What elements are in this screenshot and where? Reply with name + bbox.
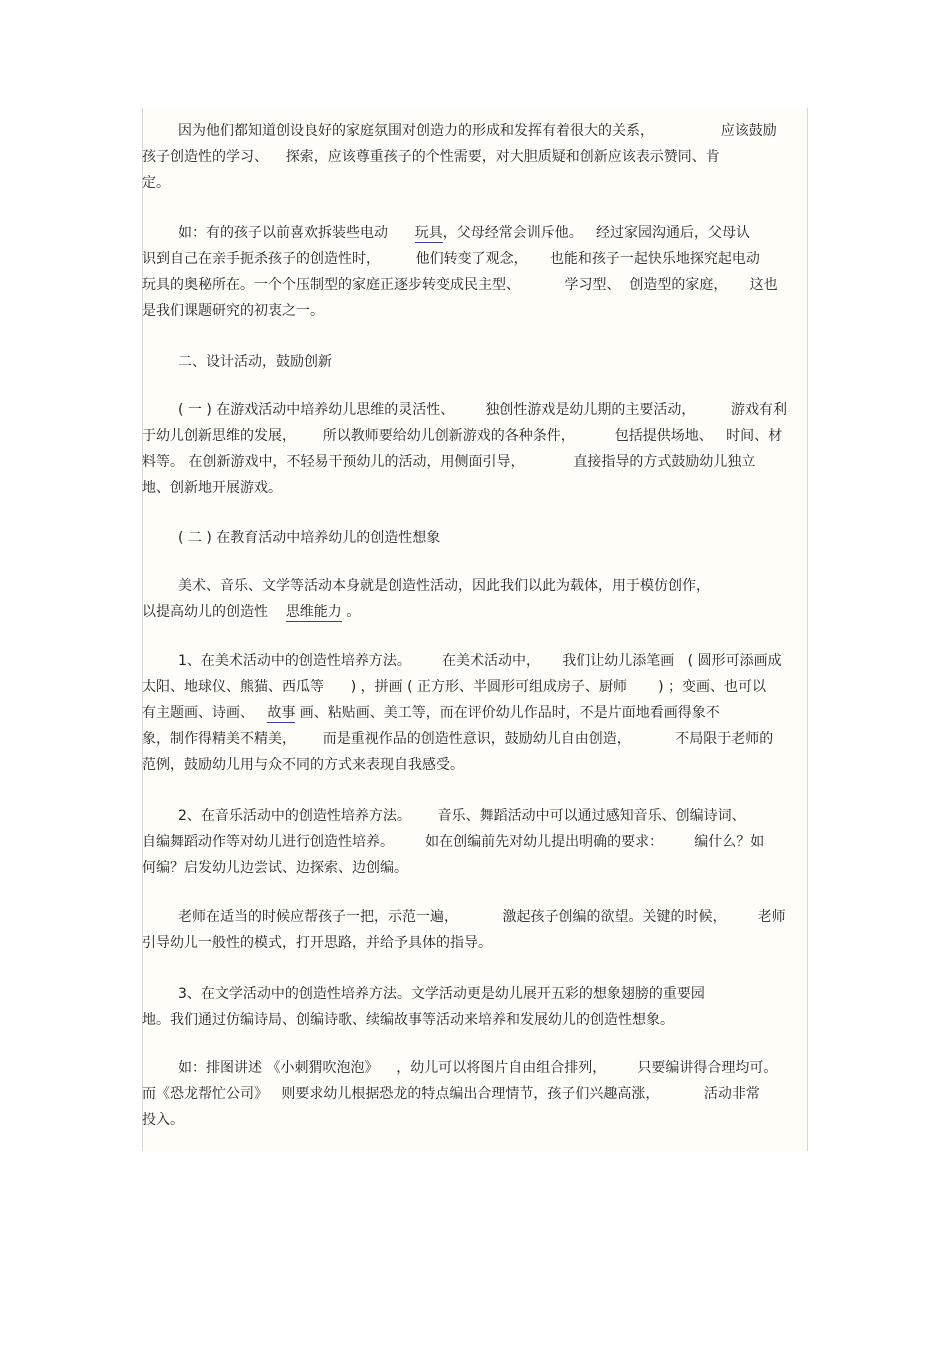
text-line: 玩具的奥秘所在。一个个压制型的家庭正逐步转变成民主型、 学习型、 创造型的家庭， 这也 [142, 277, 778, 293]
text-segment: 如：有的孩子以前喜欢拆装些电动 [178, 225, 415, 241]
text-line: 1、在美术活动中的创造性培养方法。 在美术活动中， 我们让幼儿添笔画 ( 圆形可添画成 [178, 653, 782, 669]
text-line: 定。 [142, 175, 170, 191]
text-line [142, 700, 806, 726]
text-line: 引导幼儿一般性的模式，打开思路，并给予具体的指导。 [142, 935, 492, 951]
subheading-educational-activities [142, 525, 806, 551]
text-line: 因为他们都知道创设良好的家庭氛围对创造力的形成和发挥有着很大的关系， 应该鼓励 [178, 123, 777, 139]
text-line: 料等。 在创新游戏中，不轻易干预幼儿的活动，用侧面引导， 直接指导的方式鼓励幼儿独立 [142, 454, 756, 470]
story-link[interactable]: 故事 [267, 705, 296, 721]
text-line: 而《恐龙帮忙公司》 则要求幼儿根据恐龙的特点编出合理情节，孩子们兴趣高涨， 活动非常 [142, 1086, 760, 1102]
text-line: 如：排图讲述 《小刺猬吹泡泡》 ，幼儿可以将图片自由组合排列， 只要编讲得合理均可。 [178, 1060, 778, 1076]
paragraph-arts-music-literature [142, 573, 806, 625]
text-segment: ，父母经常会训斥他。 经过家园沟通后，父母认 [442, 225, 751, 241]
text-line: 2、在音乐活动中的创造性培养方法。 音乐、舞蹈活动中可以通过感知音乐、创编诗词、 [178, 808, 746, 824]
text-line [142, 599, 806, 625]
text-line [142, 220, 806, 246]
heading-line: ( 二 ) 在教育活动中培养幼儿的创造性想象 [178, 530, 441, 546]
paragraph-game-activities [142, 397, 806, 501]
section-heading-design-activities [142, 349, 806, 375]
text-line: 美术、音乐、文学等活动本身就是创造性活动，因此我们以此为载体，用于模仿创作， [178, 578, 710, 594]
paragraph-teacher-guidance [142, 904, 806, 956]
paragraph-family-atmosphere [142, 118, 806, 196]
toy-link[interactable]: 玩具 [414, 225, 443, 241]
text-line: 自编舞蹈动作等对幼儿进行创造性培养。 如在创编前先对幼儿提出明确的要求： 编什么？如 [142, 834, 765, 850]
text-line: 是我们课题研究的初衷之一。 [142, 303, 324, 319]
text-line: 何编？启发幼儿边尝试、边探索、边创编。 [142, 860, 408, 876]
text-line: 范例，鼓励幼儿用与众不同的方式来表现自我感受。 [142, 757, 464, 773]
text-line: ( 一 ) 在游戏活动中培养幼儿思维的灵活性、 独创性游戏是幼儿期的主要活动， 游戏有利 [178, 402, 788, 418]
text-line: 象，制作得精美不精美， 而是重视作品的创造性意识，鼓励幼儿自由创造， 不局限于老师的 [142, 731, 774, 747]
text-segment: 。 [341, 604, 361, 620]
heading-line: 二、设计活动，鼓励创新 [178, 354, 332, 370]
text-line: 老师在适当的时候应帮孩子一把，示范一遍， 激起孩子创编的欲望。关键的时候， 老师 [178, 909, 786, 925]
text-segment: 以提高幼儿的创造性 [142, 604, 286, 620]
text-line: 3、在文学活动中的创造性培养方法。文学活动更是幼儿展开五彩的想象翅膀的重要园 [178, 986, 705, 1002]
text-line: 孩子创造性的学习、 探索，应该尊重孩子的个性需要，对大胆质疑和创新应该表示赞同、肯 [142, 149, 720, 165]
text-line: 于幼儿创新思维的发展， 所以教师要给幼儿创新游戏的各种条件， 包括提供场地、 时间、材 [142, 428, 783, 444]
thinking-ability-link[interactable]: 思维能力 [285, 604, 342, 620]
text-segment: 有主题画、诗画、 [142, 705, 268, 721]
paragraph-literature-activities [142, 981, 806, 1033]
paragraph-electric-toy-example [142, 220, 806, 324]
paragraph-music-activities [142, 803, 806, 881]
paragraph-art-activities [142, 648, 806, 778]
text-line: 地。我们通过仿编诗局、创编诗歌、续编故事等活动来培养和发展幼儿的创造性想象。 [142, 1012, 674, 1028]
text-line: 太阳、地球仪、熊猫、西瓜等 ) ，拼画 ( 正方形、半圆形可组成房子、厨师 ) ；变画、也可以 [142, 679, 767, 695]
text-line: 识到自己在亲手扼杀孩子的创造性时， 他们转变了观念， 也能和孩子一起快乐地探究起电动 [142, 251, 760, 267]
text-segment: 画、粘贴画、美工等，而在评价幼儿作品时，不是片面地看画得象不 [295, 705, 720, 721]
text-line: 投入。 [142, 1112, 184, 1128]
paragraph-picture-storytelling [142, 1055, 806, 1133]
text-line: 地、创新地开展游戏。 [142, 480, 282, 496]
